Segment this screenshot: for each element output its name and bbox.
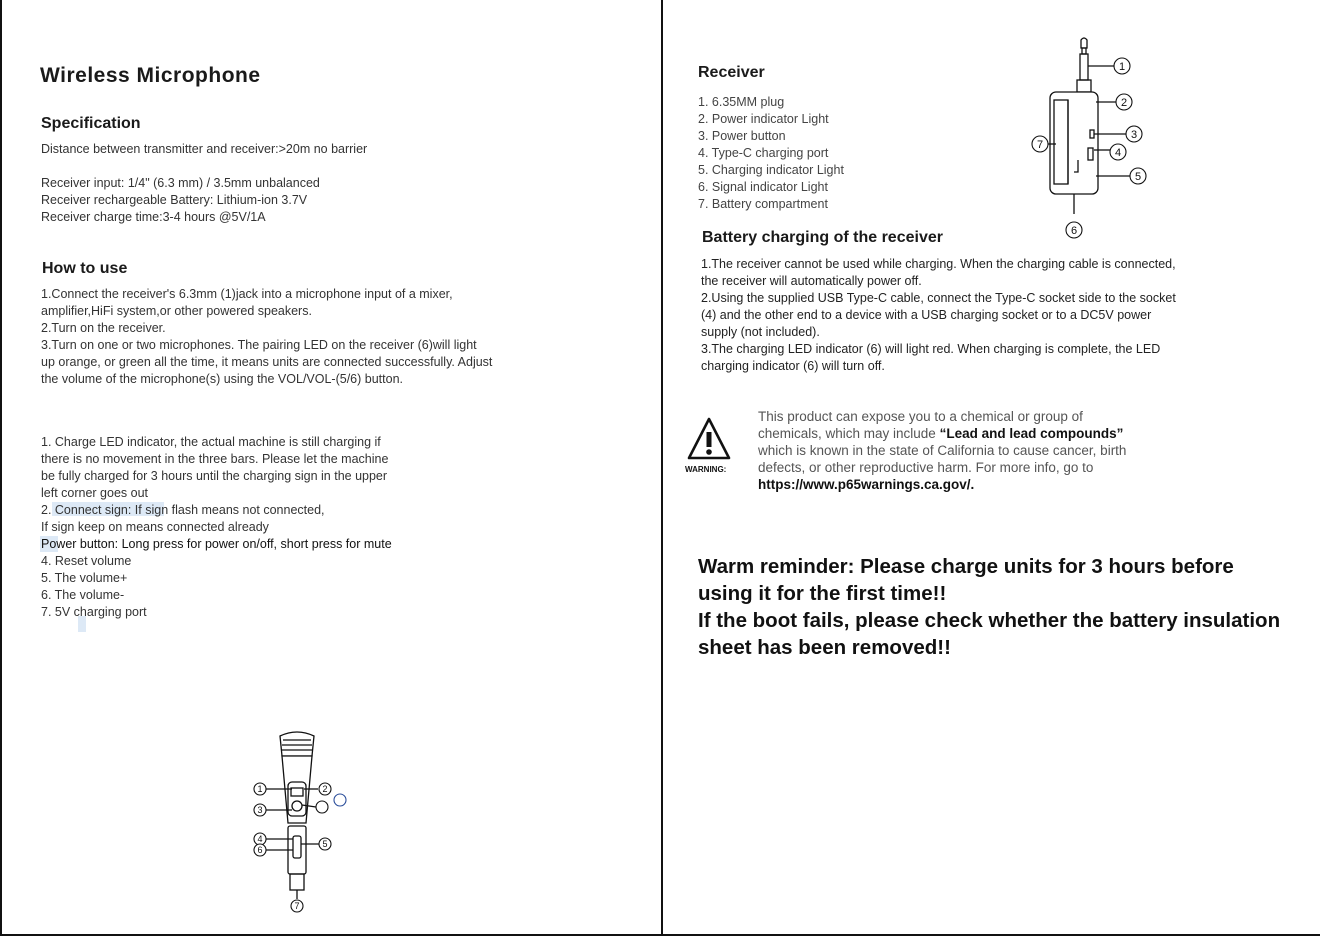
reminder-line: using it for the first time!!	[698, 582, 947, 605]
reminder-line: If the boot fails, please check whether the battery insulation	[698, 609, 1281, 632]
page-divider	[661, 0, 663, 935]
receiver-callout: 3	[1130, 129, 1138, 141]
receiver-callout: 4	[1114, 147, 1122, 159]
receiver-item: 7. Battery compartment	[698, 197, 828, 211]
mic-callout: 7	[294, 901, 300, 911]
receiver-item: 1. 6.35MM plug	[698, 95, 785, 109]
mic-line: If sign keep on means connected already	[41, 520, 269, 534]
receiver-item: 3. Power button	[698, 129, 786, 143]
reminder-line: sheet has been removed!!	[698, 636, 951, 659]
mic-line: there is no movement in the three bars. Please let the machine	[41, 452, 389, 466]
spec-line	[41, 158, 367, 175]
warning-line: which is known in the state of California to cause cancer, birth	[758, 443, 1127, 458]
battery-line: 2.Using the supplied USB Type-C cable, connect the Type-C socket side to the socket	[701, 291, 1176, 305]
receiver-parts-list	[698, 94, 844, 213]
mic-line: 6. The volume-	[41, 588, 125, 602]
battery-line: the receiver will automatically power off.	[701, 274, 922, 288]
receiver-diagram	[1020, 36, 1160, 246]
spec-line: Receiver charge time:3-4 hours @5V/1A	[41, 210, 266, 224]
receiver-item: 2. Power indicator Light	[698, 112, 829, 126]
battery-line: supply (not included).	[701, 325, 820, 339]
how-line: amplifier,HiFi system,or other powered speakers.	[41, 304, 312, 318]
spec-line: Receiver rechargeable Battery: Lithium-ion 3.7V	[41, 193, 308, 207]
mic-callout: 1	[257, 784, 263, 794]
mic-line: Power button: Long press for power on/off, short press for mute	[41, 537, 392, 551]
receiver-item: 5. Charging indicator Light	[698, 163, 844, 177]
how-to-use-heading: How to use	[42, 260, 128, 277]
mic-callout: 2	[322, 784, 328, 794]
battery-text	[701, 256, 1176, 375]
mic-line: be fully charged for 3 hours until the charging sign in the upper	[41, 469, 388, 483]
warning-icon	[686, 416, 732, 462]
mic-callout: 6	[257, 845, 263, 855]
receiver-callout: 5	[1134, 171, 1142, 183]
specification-heading: Specification	[41, 115, 141, 132]
warning-chemical-name: “Lead and lead compounds”	[939, 426, 1124, 441]
reminder-line: Warm reminder: Please charge units for 3 hours before	[698, 555, 1234, 578]
page-left-edge	[0, 0, 2, 935]
spec-line: Receiver input: 1/4" (6.3 mm) / 3.5mm unbalanced	[41, 176, 320, 190]
how-line: 2.Turn on the receiver.	[41, 321, 166, 335]
mic-callout: 3	[257, 805, 263, 815]
mic-line: 2. Connect sign: If sign flash means not connected,	[41, 503, 325, 517]
warning-url-link[interactable]: https://www.p65warnings.ca.gov/.	[758, 477, 975, 492]
mic-line: 1. Charge LED indicator, the actual machine is still charging if	[41, 435, 381, 449]
receiver-heading: Receiver	[698, 64, 765, 81]
receiver-item: 6. Signal indicator Light	[698, 180, 828, 194]
warning-text	[758, 408, 1126, 493]
how-line: 3.Turn on one or two microphones. The pairing LED on the receiver (6)will light	[41, 338, 477, 352]
mic-callout: 5	[322, 839, 328, 849]
mic-line: 4. Reset volume	[41, 554, 132, 568]
warning-line-text: chemicals, which may include	[758, 426, 940, 441]
microphone-diagram	[248, 728, 348, 918]
page-bottom-edge	[0, 934, 1320, 936]
warning-label: WARNING:	[685, 465, 727, 474]
warm-reminder	[698, 553, 1280, 661]
page-title: Wireless Microphone	[40, 64, 261, 87]
how-line: 1.Connect the receiver's 6.3mm (1)jack into a microphone input of a mixer,	[41, 287, 453, 301]
battery-line: 3.The charging LED indicator (6) will light red. When charging is complete, the LED	[701, 342, 1161, 356]
receiver-callout: 7	[1036, 139, 1044, 151]
mic-callout: 4	[257, 834, 263, 844]
receiver-callout: 1	[1118, 61, 1126, 73]
warning-line: defects, or other reproductive harm. For more info, go to	[758, 460, 1094, 475]
receiver-item: 4. Type-C charging port	[698, 146, 829, 160]
battery-line: 1.The receiver cannot be used while charging. When the charging cable is connected,	[701, 257, 1176, 271]
how-line: up orange, or green all the time, it means units are connected successfully. Adjust	[41, 355, 493, 369]
how-to-use-text	[41, 286, 492, 388]
battery-line: charging indicator (6) will turn off.	[701, 359, 885, 373]
spec-line: Distance between transmitter and receiver:>20m no barrier	[41, 142, 368, 156]
battery-line: (4) and the other end to a device with a USB charging socket or to a DC5V power	[701, 308, 1152, 322]
mic-line: 7. 5V charging port	[41, 605, 147, 619]
warning-line: This product can expose you to a chemical or group of	[758, 409, 1083, 424]
battery-heading: Battery charging of the receiver	[702, 229, 943, 246]
receiver-callout: 2	[1120, 97, 1128, 109]
specification-text	[41, 141, 367, 226]
mic-line: left corner goes out	[41, 486, 149, 500]
mic-line: 5. The volume+	[41, 571, 128, 585]
mic-parts-text	[41, 434, 392, 621]
how-line: the volume of the microphone(s) using the VOL/VOL-(5/6) button.	[41, 372, 403, 386]
warning-line	[758, 425, 1126, 442]
receiver-callout: 6	[1070, 225, 1078, 237]
